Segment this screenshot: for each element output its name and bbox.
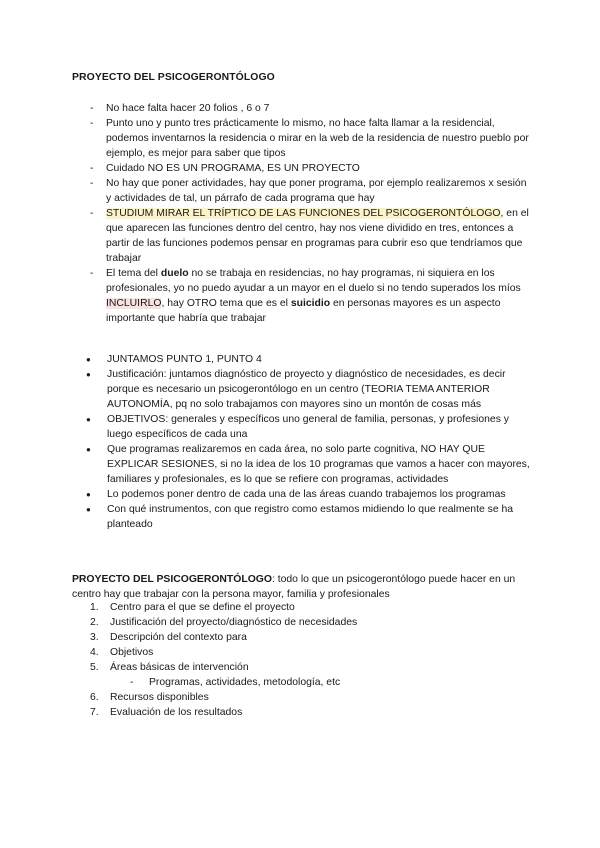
bold-term: duelo: [160, 268, 189, 279]
list-item: ● Que programas realizaremos en cada área, no solo parte cognitiva, NO HAY QUE EXPLICAR SESIONES, si no la idea de los 10 programas que vamos a hacer con mayores, familiares y profesionales, es lo que se refiere con programas, actividades: [72, 442, 534, 487]
highlighted-text: STUDIUM MIRAR EL TRÍPTICO DE LAS FUNCIONES DEL PSICOGERONTÓLOGO: [106, 208, 501, 219]
list-item: ● Justificación: juntamos diagnóstico de proyecto y diagnóstico de necesidades, es decir porque es necesario un psicogerontólogo en un centro (TEORIA TEMA ANTERIOR AUTONOMÍA, pq no solo trabajamos con mayores sino un montón de cosas más: [72, 367, 534, 412]
list-item: - STUDIUM MIRAR EL TRÍPTICO DE LAS FUNCIONES DEL PSICOGERONTÓLOGO, en el que aparecen las funciones dentro del centro, hay nos viene dividido en tres, entonces a partir de las funciones podemos pensar en programas para cubrir eso que tendríamos que trabajar: [72, 206, 534, 266]
list-item: ● JUNTAMOS PUNTO 1, PUNTO 4: [72, 352, 534, 367]
list-item: - Cuidado NO ES UN PROGRAMA, ES UN PROYECTO: [72, 161, 534, 176]
notes-dash-list: [72, 101, 534, 326]
list-item: 5. Áreas básicas de intervención - Programas, actividades, metodología, etc: [72, 660, 534, 690]
bold-term: suicidio: [290, 298, 331, 309]
list-item: ● Lo podemos poner dentro de cada una de las áreas cuando trabajemos los programas: [72, 487, 534, 502]
section-intro: PROYECTO DEL PSICOGERONTÓLOGO: todo lo que un psicogerontólogo puede hacer en un centro hay que trabajar con la persona mayor, familia y profesionales: [72, 574, 516, 600]
numbered-list: [72, 600, 534, 720]
sub-list-item: - Programas, actividades, metodología, etc: [110, 675, 534, 690]
list-item: - No hace falta hacer 20 folios , 6 o 7: [72, 101, 534, 116]
list-item: - Punto uno y punto tres prácticamente lo mismo, no hace falta llamar a la residencial, podemos inventarnos la residencia o mirar en la web de la residencia de nuestro pueblo por ejemplo, es mejor para saber que tipos: [72, 116, 534, 161]
list-item: 7. Evaluación de los resultados: [90, 707, 243, 718]
list-item: 3. Descripción del contexto para: [90, 632, 247, 643]
list-item: 2. Justificación del proyecto/diagnóstico de necesidades: [90, 617, 358, 628]
list-item: ● OBJETIVOS: generales y específicos uno general de familia, personas, y profesiones y luego específicos de cada una: [72, 412, 534, 442]
section-title: PROYECTO DEL PSICOGERONTÓLOGO: [72, 574, 272, 585]
list-item: ● Con qué instrumentos, con que registro como estamos midiendo lo que realmente se ha planteado: [72, 502, 534, 532]
highlighted-text: INCLUIRLO: [106, 298, 162, 309]
document-title: PROYECTO DEL PSICOGERONTÓLOGO: [72, 72, 275, 83]
list-item: 4. Objetivos: [90, 647, 154, 658]
notes-bullet-list: [72, 352, 534, 532]
list-item: - El tema del duelo no se trabaja en residencias, no hay programas, ni siquiera en los profesionales, yo no puedo ayudar a un mayor en el duelo si no tendo superados los míos INCLUIRLO, hay OTRO tema que es el suicidio en personas mayores es un aspecto importante que habría que trabajar: [72, 266, 534, 326]
list-item: 1. Centro para el que se define el proyecto: [90, 602, 295, 613]
list-item: - No hay que poner actividades, hay que poner programa, por ejemplo realizaremos x sesión y actividades de tal, un párrafo de cada programa que hay: [72, 176, 534, 206]
list-item: 6. Recursos disponibles: [90, 692, 209, 703]
